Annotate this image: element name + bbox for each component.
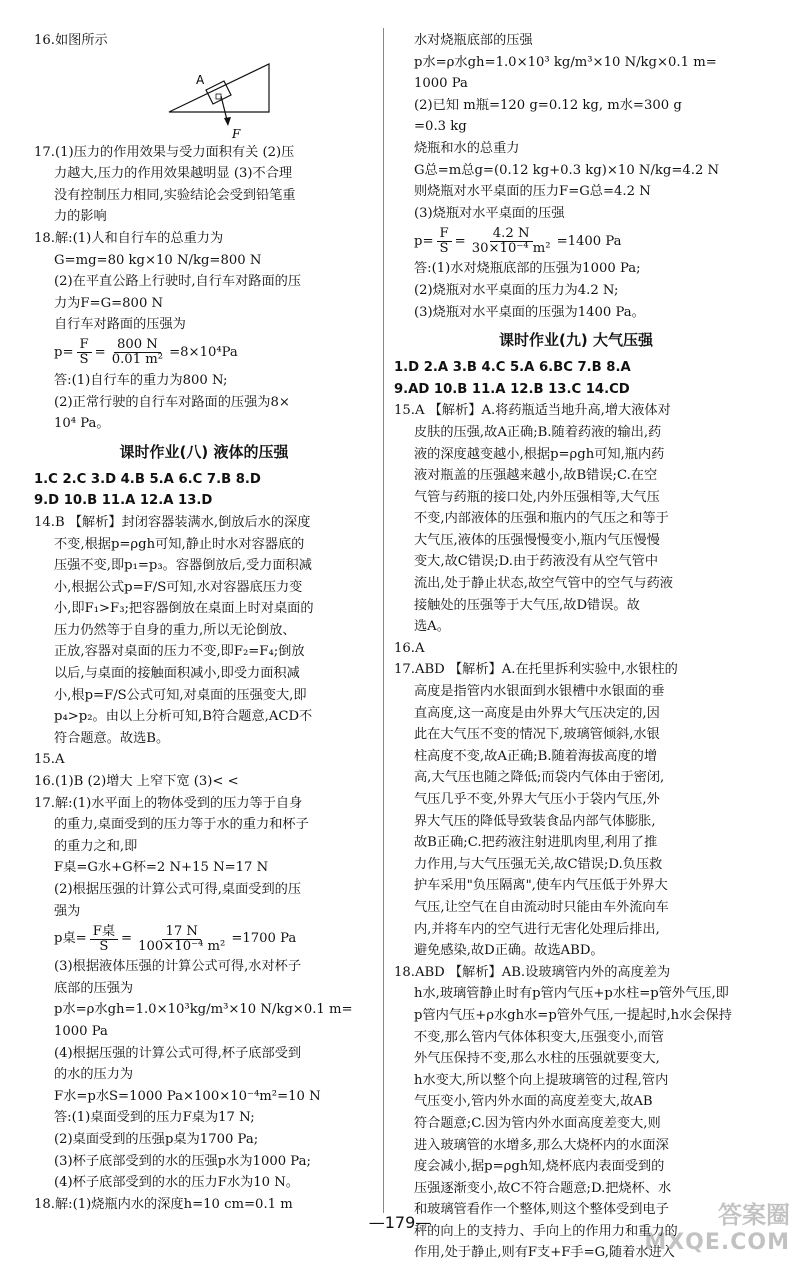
q17-line: 力越大,压力的作用效果越明显 (3)不合理 — [54, 166, 293, 182]
right-column — [394, 30, 758, 1264]
q17b-line: 底部的压强为 — [54, 980, 134, 996]
r-q17-line: 高度是指管内水银面到水银槽中水银面的垂 — [414, 684, 665, 700]
q18b-line: 18.解:(1)烧瓶内水的深度h=10 cm=0.1 m — [34, 1196, 293, 1212]
eq-rhs: =1400 Pa — [556, 233, 622, 249]
r-line: 水对烧瓶底部的压强 — [414, 33, 533, 48]
q17b-line: (2)桌面受到的压强p桌为1700 Pa; — [54, 1131, 259, 1147]
q14-line: 压力仍然等于自身的重力,所以无论倒放、 — [54, 622, 296, 638]
r-q15-line: 皮肤的压强,故A正确;B.随着药液的输出,药 — [414, 424, 662, 440]
section-heading-9: 课时作业(九) 大气压强 — [499, 331, 653, 350]
r-q15-line: 流出,处于静止状态,故空气管中的空气与药液 — [414, 576, 673, 592]
q17b-line: 的重力,桌面受到的压力等于水的重力和杯子 — [54, 817, 309, 833]
q17b-line: 17.解:(1)水平面上的物体受到的压力等于自身 — [34, 795, 303, 811]
q18-continued — [394, 30, 758, 323]
q18-equation — [34, 336, 374, 370]
eq-lhs: p桌= — [54, 931, 87, 947]
incline-diagram — [164, 52, 294, 140]
fraction: $\frac{800 N}{\text{0.01 m²}}$ — [111, 337, 164, 368]
eq-sign: = — [454, 233, 466, 249]
r-q18-line: 不变,那么管内气体体积变大,压强变小,而管 — [414, 1029, 664, 1045]
q18-answer: 10⁴ Pa。 — [54, 416, 110, 432]
q17b-line: 1000 Pa — [54, 1023, 108, 1039]
r-q18-line: 度会减小,据p=ρgh知,烧杯底内表面受到的 — [414, 1159, 665, 1175]
q17b-line: p水=ρ水gh=1.0×10³kg/m³×10 N/kg×0.1 m= — [54, 1002, 353, 1018]
q14-line: 小,根p=F/S公式可知,对桌面的压强变大,即 — [54, 687, 307, 703]
r-q18-line: 和玻璃管看作一个整体,则这个整体受到电子 — [414, 1202, 669, 1218]
r-q15-line: 变大,故C错误;D.由于药液没有从空气管中 — [414, 554, 659, 570]
q17b-line: 强为 — [54, 903, 81, 919]
r-answer: 答:(1)水对烧瓶底部的压强为1000 Pa; — [414, 261, 641, 277]
r-q15-line: 大气压,液体的压强慢慢变小,瓶内气压慢慢 — [414, 532, 660, 548]
r-line: (3)烧瓶对水平桌面的压强 — [414, 205, 565, 221]
eq-lhs: p= — [414, 233, 434, 249]
q17-line: 力的影响 — [54, 209, 107, 225]
q16-label: 16.如图所示 — [34, 33, 108, 48]
q14-line: 不变,根据p=ρgh可知,静止时水对容器底的 — [54, 536, 305, 552]
q14-block — [34, 512, 374, 750]
eq-sign: = — [94, 345, 106, 361]
r-q17-line: 17.ABD 【解析】A.在托里拆利实验中,水银柱的 — [394, 662, 678, 678]
q18-answer: (2)正常行驶的自行车对路面的压强为8× — [54, 394, 290, 410]
r-q17-line: 气压,让空气在自由流动时只能由车外流向车 — [414, 899, 669, 915]
r-q17-line: 气压几乎不变,外界大气压小于袋内气压,外 — [414, 792, 660, 807]
q18-line: 自行车对路面的压强为 — [54, 317, 186, 333]
label-f: F — [232, 126, 241, 140]
q17-line: 没有控制压力相同,实验结论会受到铅笔重 — [54, 187, 296, 203]
eq-sign: = — [121, 931, 133, 947]
r-q18-line: 进入玻璃管的水增多,那么大烧杯内的水面深 — [414, 1137, 669, 1153]
q17b-line: F水=p水S=1000 Pa×100×10⁻⁴m²=10 N — [54, 1088, 321, 1104]
r-q17-line: 直高度,这一高度是由外界大气压决定的,因 — [414, 705, 660, 721]
fraction: $\frac{F}{S}$ — [437, 227, 452, 256]
r-equation — [394, 224, 758, 258]
q15-answer: 15.A — [34, 752, 65, 768]
r-q17-line: 护车采用"负压隔离",使车内气压低于外界大 — [414, 878, 668, 894]
q18-block — [34, 228, 374, 435]
q17b-equation — [34, 922, 374, 956]
q17b-block — [34, 793, 374, 1216]
fraction: $\frac{4.2 N}{\text{30×10⁻⁴ m²}}$ — [471, 225, 551, 256]
q17b-line: 的水的压力为 — [54, 1067, 134, 1083]
watermark-line2: MXQE.COM — [644, 1230, 790, 1255]
r-q18-line: 符合题意;C.因为管内外水面高度差变大,则 — [414, 1115, 661, 1131]
mc-answers: 1.D 2.A 3.B 4.C 5.A 6.BC 7.B 8.A — [394, 360, 631, 376]
fraction: $\frac{\text{F桌}}{S}$ — [90, 925, 118, 954]
section-heading-8: 课时作业(八) 液体的压强 — [119, 442, 289, 461]
eq-rhs: =8×10⁴Pa — [169, 345, 238, 361]
r-q17-block — [394, 659, 758, 961]
r-answer: (3)烧瓶对水平桌面的压强为1400 Pa。 — [414, 304, 645, 320]
fraction: $\frac{F}{S}$ — [77, 338, 92, 367]
q17b-line: 的重力之和,即 — [54, 838, 138, 854]
r-q17-line: 避免感染,故D正确。故选ABD。 — [414, 943, 604, 959]
q14-line: 小,即F₁>F₃;把容器倒放在桌面上时对桌面的 — [54, 601, 314, 617]
q14-line: 符合题意。故选B。 — [54, 730, 170, 746]
r-q18-line: 18.ABD 【解析】AB.设玻璃管内外的高度差为 — [394, 964, 671, 980]
r-q17-line: 力作用,与大气压强无关,故C错误;D.负压救 — [414, 856, 663, 872]
r-q15-line: 15.A 【解析】A.将药瓶适当地升高,增大液体对 — [394, 403, 671, 419]
q17-line: 17.(1)压力的作用效果与受力面积有关 (2)压 — [34, 144, 295, 160]
r-line: (2)已知 m瓶=120 g=0.12 kg, m水=300 g — [414, 97, 682, 113]
r-q18-line: 压强逐渐变小,故C不符合题意;D.把烧杯、水 — [414, 1180, 672, 1196]
r-q18-line: 秤的向上的支持力、手向上的作用力和重力的 — [414, 1223, 678, 1239]
q14-line: p₄>p₂。由以上分析可知,B符合题意,ACD不 — [54, 709, 313, 725]
watermark-line1: 答案圈 — [718, 1201, 790, 1229]
q14-line: 以后,与桌面的接触面积减小,即受力面积减 — [54, 666, 300, 682]
r-q15-line: 气管与药瓶的接口处,内外压强相等,大气压 — [414, 489, 660, 505]
q17b-line: (4)根据压强的计算公式可得,杯子底部受到 — [54, 1045, 302, 1061]
q17b-line: (3)根据液体压强的计算公式可得,水对杯子 — [54, 959, 302, 975]
r-line: 1000 Pa — [414, 76, 468, 92]
q14-line: 小,根据公式p=F/S可知,水对容器底压力变 — [54, 579, 303, 595]
page-number: —179— — [368, 1213, 432, 1232]
r-q18-line: p管内气压+ρ水gh水=p管外气压,一提起时,h水会保持 — [414, 1007, 732, 1023]
r-q17-line: 界大气压的降低导致装食品内部气体膨胀, — [414, 813, 656, 829]
column-divider — [383, 28, 384, 1213]
r-q15-line: 液对瓶盖的压强越来越小,故B错误;C.在空 — [414, 468, 658, 484]
q14-line: 压强不变,即p₁=p₃。容器倒放后,受力面积减 — [54, 558, 312, 574]
r-line: 烧瓶和水的总重力 — [414, 140, 520, 156]
r-answer: (2)烧瓶对水平桌面的压力为4.2 N; — [414, 282, 619, 298]
q17b-line: (2)根据压强的计算公式可得,桌面受到的压 — [54, 882, 302, 897]
r-q15-line: 液的深度越变越小,根据p=ρgh可知,瓶内药 — [414, 446, 665, 462]
r-q15-line: 接触处的压强等于大气压,故D错误。故 — [414, 597, 640, 613]
r-q18-line: 外气压保持不变,那么水柱的压强就要变大, — [414, 1051, 660, 1067]
q18-line: (2)在平直公路上行驶时,自行车对路面的压 — [54, 274, 302, 290]
q14-line: 正放,容器对桌面的压力不变,即F₂=F₄;倒放 — [54, 644, 305, 660]
left-column — [34, 30, 374, 1215]
label-a: A — [196, 72, 205, 87]
r-q17-line: 内,并将车内的空气进行无害化处理后排出, — [414, 921, 660, 937]
q18-line: G=mg=80 kg×10 N/kg=800 N — [54, 252, 262, 268]
q14-line: 14.B 【解析】封闭容器装满水,倒放后水的深度 — [34, 514, 311, 530]
q17b-line: (3)杯子底部受到的水的压强p水为1000 Pa; — [54, 1153, 311, 1169]
site-watermark — [590, 1195, 790, 1265]
fraction: $\frac{17 N}{\text{100×10⁻⁴ m²}}$ — [138, 923, 226, 954]
r-q15-line: 不变,内部液体的压强和瓶内的气压之和等于 — [414, 511, 669, 527]
r-q18-line: h水,玻璃管静止时有p管内气压+p水柱=p管外气压,即 — [414, 986, 729, 1002]
r-q17-line: 柱高度不变,故A正确;B.随着海拔高度的增 — [414, 748, 658, 764]
q18-line: 力为F=G=800 N — [54, 295, 164, 311]
q17b-line: 答:(1)桌面受到的压力F桌为17 N; — [54, 1110, 255, 1126]
incline-figure — [34, 52, 374, 142]
q17b-line: F桌=G水+G杯=2 N+15 N=17 N — [54, 860, 269, 876]
r-q18-line: 气压变小,管内外水面的高度差变大,故AB — [414, 1094, 653, 1110]
q18-line: 18.解:(1)人和自行车的总重力为 — [34, 230, 224, 246]
r-line: =0.3 kg — [414, 119, 467, 135]
r-line: 则烧瓶对水平桌面的压力F=G总=4.2 N — [414, 184, 651, 200]
eq-lhs: p= — [54, 345, 74, 361]
eq-rhs: =1700 Pa — [231, 931, 297, 947]
r-q16-answer: 16.A — [394, 640, 425, 656]
q17-block — [34, 142, 374, 228]
r-q15-block — [394, 400, 758, 638]
r-q18-line: 作用,处于静止,则有F支+F手=G,随着水进入 — [414, 1245, 675, 1261]
r-q17-line: 故B正确;C.把药液注射进肌肉里,利用了推 — [414, 835, 658, 851]
mc-answers: 9.D 10.B 11.A 12.A 13.D — [34, 493, 213, 509]
q16-answer: 16.(1)B (2)增大 上窄下宽 (3)< < — [34, 774, 239, 790]
r-q18-line: h水变大,所以整个向上提玻璃管的过程,管内 — [414, 1072, 669, 1088]
q18-answer: 答:(1)自行车的重力为800 N; — [54, 372, 228, 388]
r-q15-line: 选A。 — [414, 619, 450, 635]
r-q17-line: 高,大气压也随之降低;而袋内气体由于密闭, — [414, 770, 665, 786]
mc-answers: 1.C 2.C 3.D 4.B 5.A 6.C 7.B 8.D — [34, 471, 261, 487]
r-line: G总=m总g=(0.12 kg+0.3 kg)×10 N/kg=4.2 N — [414, 162, 720, 178]
r-q17-line: 此在大气压不变的情况下,玻璃管倾斜,水银 — [414, 727, 660, 743]
q17b-line: (4)杯子底部受到的水的压力F水为10 N。 — [54, 1175, 299, 1191]
mc-answers: 9.AD 10.B 11.A 12.B 13.C 14.CD — [394, 381, 630, 397]
r-line: p水=ρ水gh=1.0×10³ kg/m³×10 N/kg×0.1 m= — [414, 54, 717, 70]
